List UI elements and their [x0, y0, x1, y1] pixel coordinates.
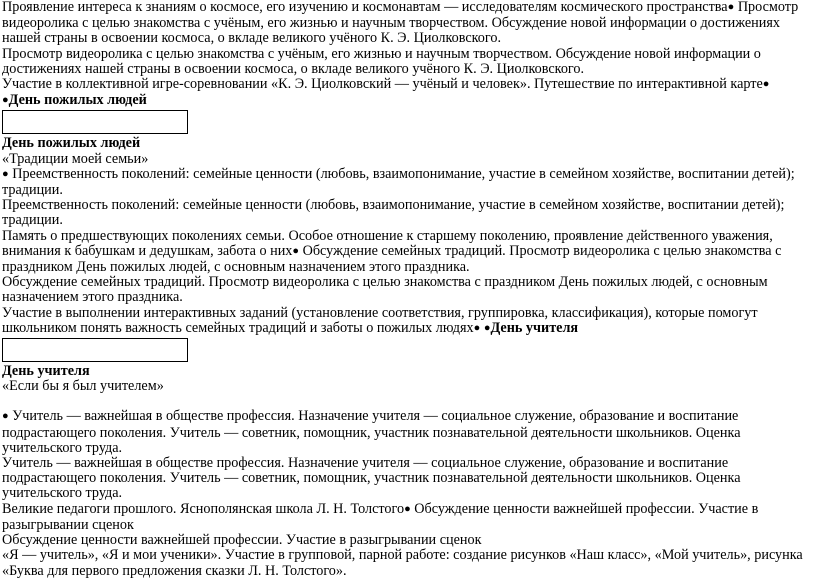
paragraph: Учитель — важнейшая в обществе профессия. Назначение учителя — социальное служение, образование и воспитание подрастающего поколения. Учитель — советник, помощник, участник познавательной деятельности школьников. Оценка учительского труда.: [2, 455, 741, 502]
paragraph: Просмотр видеоролика с целью знакомства с учёным, его жизнью и научным творчеством. Обсуждение новой информации о достижениях нашей страны в освоении космоса, о вкладе великого учёного К. Э. Циолковского.: [2, 45, 761, 77]
text: Просмотр видеоролика с целью знакомства с учёным, его жизнью и научным творчеством. Обсуждение новой информации о достижениях нашей страны в освоении космоса, о вкладе великого учёного К. Э. Циолковского.: [2, 0, 799, 47]
paragraph: Преемственность поколений: семейные ценности (любовь, взаимопонимание, участие в семейном хозяйстве, воспитании детей); традиции.: [2, 197, 785, 229]
section-subtitle: «Традиции моей семьи»: [2, 150, 149, 167]
text: Обсуждение ценности важнейшей профессии. Участие в разыгрывании сценок: [2, 500, 759, 533]
bullet-icon: ●: [2, 410, 9, 423]
text: Великие педагоги прошлого. Яснополянская школа Л. Н. Толстого: [2, 500, 405, 517]
text: Учитель — важнейшая в обществе профессия. Назначение учителя — социальное служение, образование и воспитание подрастающего поколения. Учитель — советник, помощник, участник познавательной деятельности школьников. Оценка учительского труда.: [2, 408, 741, 456]
bullet-icon: ●: [404, 502, 411, 515]
text: Проявление интереса к знаниям о космосе, его изучению и космонавтам — исследователям космического пространства: [2, 0, 728, 15]
paragraph: [2, 229, 806, 276]
inline-heading: День пожилых людей: [8, 92, 147, 109]
bullet-icon: ●: [2, 167, 9, 180]
paragraph: «Я — учитель», «Я и мои ученики». Участие в групповой, парной работе: создание рисунков «Наш класс», «Мой учитель», рисунка «Буква для первого предложения сказки Л. Н. Толстого».: [2, 547, 803, 579]
text: Участие в коллективной игре-соревновании «К. Э. Циолковский — учёный и человек». Путешествие по интерактивной карте: [2, 76, 763, 93]
section-subtitle: «Если бы я был учителем»: [2, 378, 164, 395]
bullet-icon: ●: [483, 321, 491, 334]
bullet-icon: ●: [727, 1, 735, 13]
paragraph: [2, 502, 806, 533]
empty-table-cell: [2, 110, 188, 134]
bullet-icon: ●: [292, 244, 300, 257]
bullet-icon: ●: [473, 321, 481, 334]
text: Участие в выполнении интерактивных заданий (установление соответствия, группировка, классификация), которые помогут школьником понять важность семейных традиций и заботы о пожилых людях: [2, 304, 758, 336]
paragraph: [2, 77, 806, 109]
paragraph: Обсуждение ценности важнейшей профессии. Участие в разыгрывании сценок: [2, 532, 482, 549]
text: Память о предшествующих поколениях семьи. Особое отношение к старшему поколению, проявление действенного уважения, внимания к бабушкам и дедушкам, забота о них: [2, 227, 773, 259]
paragraph: Обсуждение семейных традиций. Просмотр видеоролика с целью знакомства с праздником День пожилых людей, с основным назначением этого праздника.: [2, 274, 768, 306]
empty-table-cell: [2, 338, 188, 362]
bullet-icon: ●: [762, 78, 770, 91]
bullet-icon: ●: [2, 94, 9, 107]
paragraph: [2, 0, 806, 47]
inline-heading: День учителя: [490, 319, 579, 336]
text: Обсуждение семейных традиций. Просмотр видеоролика с целью знакомства с праздником День пожилых людей, с основным назначением этого праздника.: [2, 242, 782, 276]
section-title: День пожилых людей: [2, 135, 141, 152]
section-title: День учителя: [2, 363, 90, 380]
spacer: [2, 394, 806, 409]
text: Преемственность поколений: семейные ценности (любовь, взаимопонимание, участие в семейном хозяйстве, воспитании детей); традиции.: [2, 165, 795, 199]
paragraph: [2, 167, 806, 198]
paragraph: [2, 306, 806, 337]
paragraph: [2, 409, 806, 456]
